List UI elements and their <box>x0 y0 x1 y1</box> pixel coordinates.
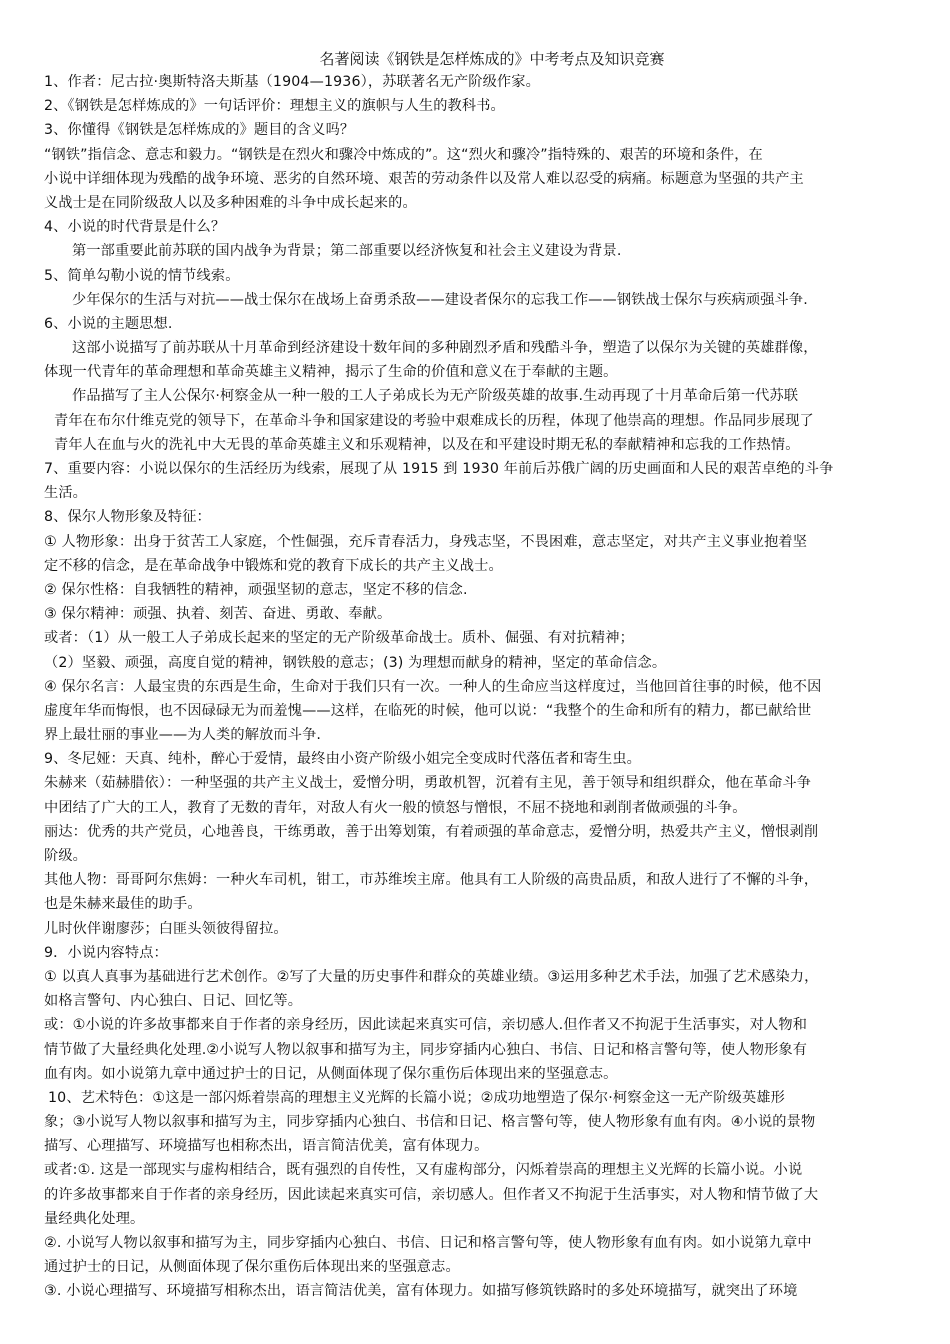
text-line: 描写、心理描写、环境描写也相称杰出，语言简洁优美，富有体现力。 <box>44 1138 489 1155</box>
text-line: 情节做了大量经典化处理.②小说写人物以叙事和描写为主，同步穿插内心独白、书信、日记和格言警句等，使人物形象有 <box>44 1041 808 1058</box>
text-line: 虚度年华而悔恨，也不因碌碌无为而羞愧——这样，在临死的时候，他可以说：“我整个的生命和所有的精力，都已献给世 <box>44 702 812 719</box>
text-line: 儿时伙伴谢廖莎；白匪头领彼得留拉。 <box>44 920 288 937</box>
text-line: 6、小说的主题思想. <box>44 315 173 332</box>
text-line: 3、你懂得《钢铁是怎样炼成的》题目的含义吗？ <box>44 122 355 139</box>
text-line: 体现一代青年的革命理想和革命英雄主义精神，揭示了生命的价值和意义在于奉献的主题。 <box>44 364 618 381</box>
text-line: 小说中详细体现为残酷的战争环境、恶劣的自然环境、艰苦的劳动条件以及常人难以忍受的病痛。标题意为坚强的共产主 <box>44 170 804 187</box>
text-line: （2）坚毅、顽强，高度自觉的精神，钢铁般的意志；(3) 为理想而献身的精神，坚定的革命信念。 <box>44 654 667 671</box>
text-line: 生活。 <box>44 485 88 502</box>
text-line: 的许多故事都来自于作者的亲身经历，因此读起来真实可信，亲切感人。但作者又不拘泥于生活事实，对人物和情节做了大 <box>44 1186 819 1203</box>
text-line: ②. 小说写人物以叙事和描写为主，同步穿插内心独白、书信、日记和格言警句等，使人物形象有血有肉。如小说第九章中 <box>44 1235 812 1251</box>
text-line: 8、保尔人物形象及特征： <box>44 509 211 526</box>
text-line: 10、艺术特色：①这是一部闪烁着崇高的理想主义光辉的长篇小说；②成功地塑造了保尔·柯察金这一无产阶级英雄形 <box>48 1089 785 1106</box>
text-line: 5、简单勾勒小说的情节线索。 <box>44 267 240 284</box>
text-line: 阶级。 <box>44 848 88 864</box>
text-line: ① 以真人真事为基础进行艺术创作。②写了大量的历史事件和群众的英雄业绩。③运用多种艺术手法，加强了艺术感染力， <box>44 968 819 985</box>
text-line: 中团结了广大的工人，教育了无数的青年，对敌人有火一般的愤怒与憎恨，不屈不挠地和剥削者做顽强的斗争。 <box>44 799 747 816</box>
text-line: 如格言警句、内心独白、日记、回忆等。 <box>44 993 303 1010</box>
text-line: 少年保尔的生活与对抗——战士保尔在战场上奋勇杀敌——建设者保尔的忘我工作——钢铁战士保尔与疾病顽强斗争. <box>72 291 808 308</box>
text-line: 2、《钢铁是怎样炼成的》一句话评价：理想主义的旗帜与人生的教科书。 <box>44 98 505 115</box>
text-line: 丽达：优秀的共产党员，心地善良，干练勇敢，善于出筹划策，有着顽强的革命意志，爱憎分明，热爱共产主义，憎恨剥削 <box>44 823 819 840</box>
text-line: 象；③小说写人物以叙事和描写为主，同步穿插内心独白、书信和日记、格言警句等，使人物形象有血有肉。④小说的景物 <box>44 1114 816 1131</box>
text-line: 第一部重要此前苏联的国内战争为背景；第二部重要以经济恢复和社会主义建设为背景. <box>72 243 622 260</box>
document-body <box>44 70 910 1304</box>
text-line: 界上最壮丽的事业——为人类的解放而斗争. <box>44 727 322 744</box>
text-line: 朱赫来（茹赫腊依）：一种坚强的共产主义战士，爱憎分明，勇敢机智，沉着有主见，善于领导和组织群众，他在革命斗争 <box>44 775 812 792</box>
text-line: 或者：（1）从一般工人子弟成长起来的坚定的无产阶级革命战士。质朴、倔强、有对抗精神； <box>44 630 634 647</box>
text-line: 青年在布尔什维克党的领导下，在革命斗争和国家建设的考验中艰难成长的历程，体现了他崇高的理想。作品同步展现了 <box>54 412 814 429</box>
text-line: ② 保尔性格：自我牺牲的精神，顽强坚韧的意志，坚定不移的信念. <box>44 581 468 598</box>
text-line: 作品描写了主人公保尔·柯察金从一种一般的工人子弟成长为无产阶级英雄的故事.生动再现了十月革命后第一代苏联 <box>72 388 799 405</box>
text-line: 量经典化处理。 <box>44 1210 145 1227</box>
text-line: 其他人物：哥哥阿尔焦姆：一种火车司机，钳工，市苏维埃主席。他具有工人阶级的高贵品质，和敌人进行了不懈的斗争， <box>44 872 819 889</box>
text-line: 4、小说的时代背景是什么？ <box>44 219 226 236</box>
text-line: ① 人物形象：出身于贫苦工人家庭，个性倔强，充斥青春活力，身残志坚，不畏困难，意志坚定，对共产主义事业抱着坚 <box>44 533 808 550</box>
text-line: 定不移的信念，是在革命战争中锻炼和党的教育下成长的共产主义战士。 <box>44 557 503 574</box>
text-line: “钢铁”指信念、意志和毅力。“钢铁是在烈火和骤冷中炼成的”。这“烈火和骤冷”指特殊的、艰苦的环境和条件，在 <box>44 146 763 163</box>
text-line: 青年人在血与火的洗礼中大无畏的革命英雄主义和乐观精神，以及在和平建设时期无私的奉献精神和忘我的工作热情。 <box>54 436 800 453</box>
document-title: 名著阅读《钢铁是怎样炼成的》中考考点及知识竞赛 <box>319 50 665 68</box>
text-line: 或：①小说的许多故事都来自于作者的亲身经历，因此读起来真实可信，亲切感人.但作者又不拘泥于生活事实，对人物和 <box>44 1017 808 1034</box>
text-line: 血有肉。如小说第九章中通过护士的日记，从侧面体现了保尔重伤后体现出来的坚强意志。 <box>44 1065 618 1082</box>
text-line: 这部小说描写了前苏联从十月革命到经济建设十数年间的多种剧烈矛盾和残酷斗争，塑造了以保尔为关键的英雄群像， <box>72 340 818 357</box>
text-line: 义战士是在同阶级敌人以及多种困难的斗争中成长起来的。 <box>44 194 417 211</box>
text-line: 9、冬尼娅：天真、纯朴，醉心于爱情，最终由小资产阶级小姐完全变成时代落伍者和寄生虫。 <box>44 751 642 768</box>
text-line: 7、重要内容：小说以保尔的生活经历为线索，展现了从 1915 到 1930 年前后苏俄广阔的历史画面和人民的艰苦卓绝的斗争 <box>44 461 834 477</box>
text-line: 9．小说内容特点： <box>44 944 168 961</box>
text-line: ③. 小说心理描写、环境描写相称杰出，语言简洁优美，富有体现力。如描写修筑铁路时的多处环境描写，就突出了环境 <box>44 1283 798 1300</box>
text-line: ④ 保尔名言：人最宝贵的东西是生命，生命对于我们只有一次。一种人的生命应当这样度过，当他回首往事的时候，他不因 <box>44 678 822 695</box>
text-line: 或者:①. 这是一部现实与虚构相结合，既有强烈的自传性，又有虚构部分，闪烁着崇高的理想主义光辉的长篇小说。小说 <box>44 1162 803 1179</box>
text-line: 也是朱赫来最佳的助手。 <box>44 896 202 913</box>
text-line: 通过护士的日记，从侧面体现了保尔重伤后体现出来的坚强意志。 <box>44 1259 460 1276</box>
document-page <box>44 48 910 1304</box>
text-line: ③ 保尔精神：顽强、执着、刻苦、奋进、勇敢、奉献。 <box>44 606 392 623</box>
text-line: 1、作者：尼古拉·奥斯特洛夫斯基（1904—1936），苏联著名无产阶级作家。 <box>44 74 540 90</box>
